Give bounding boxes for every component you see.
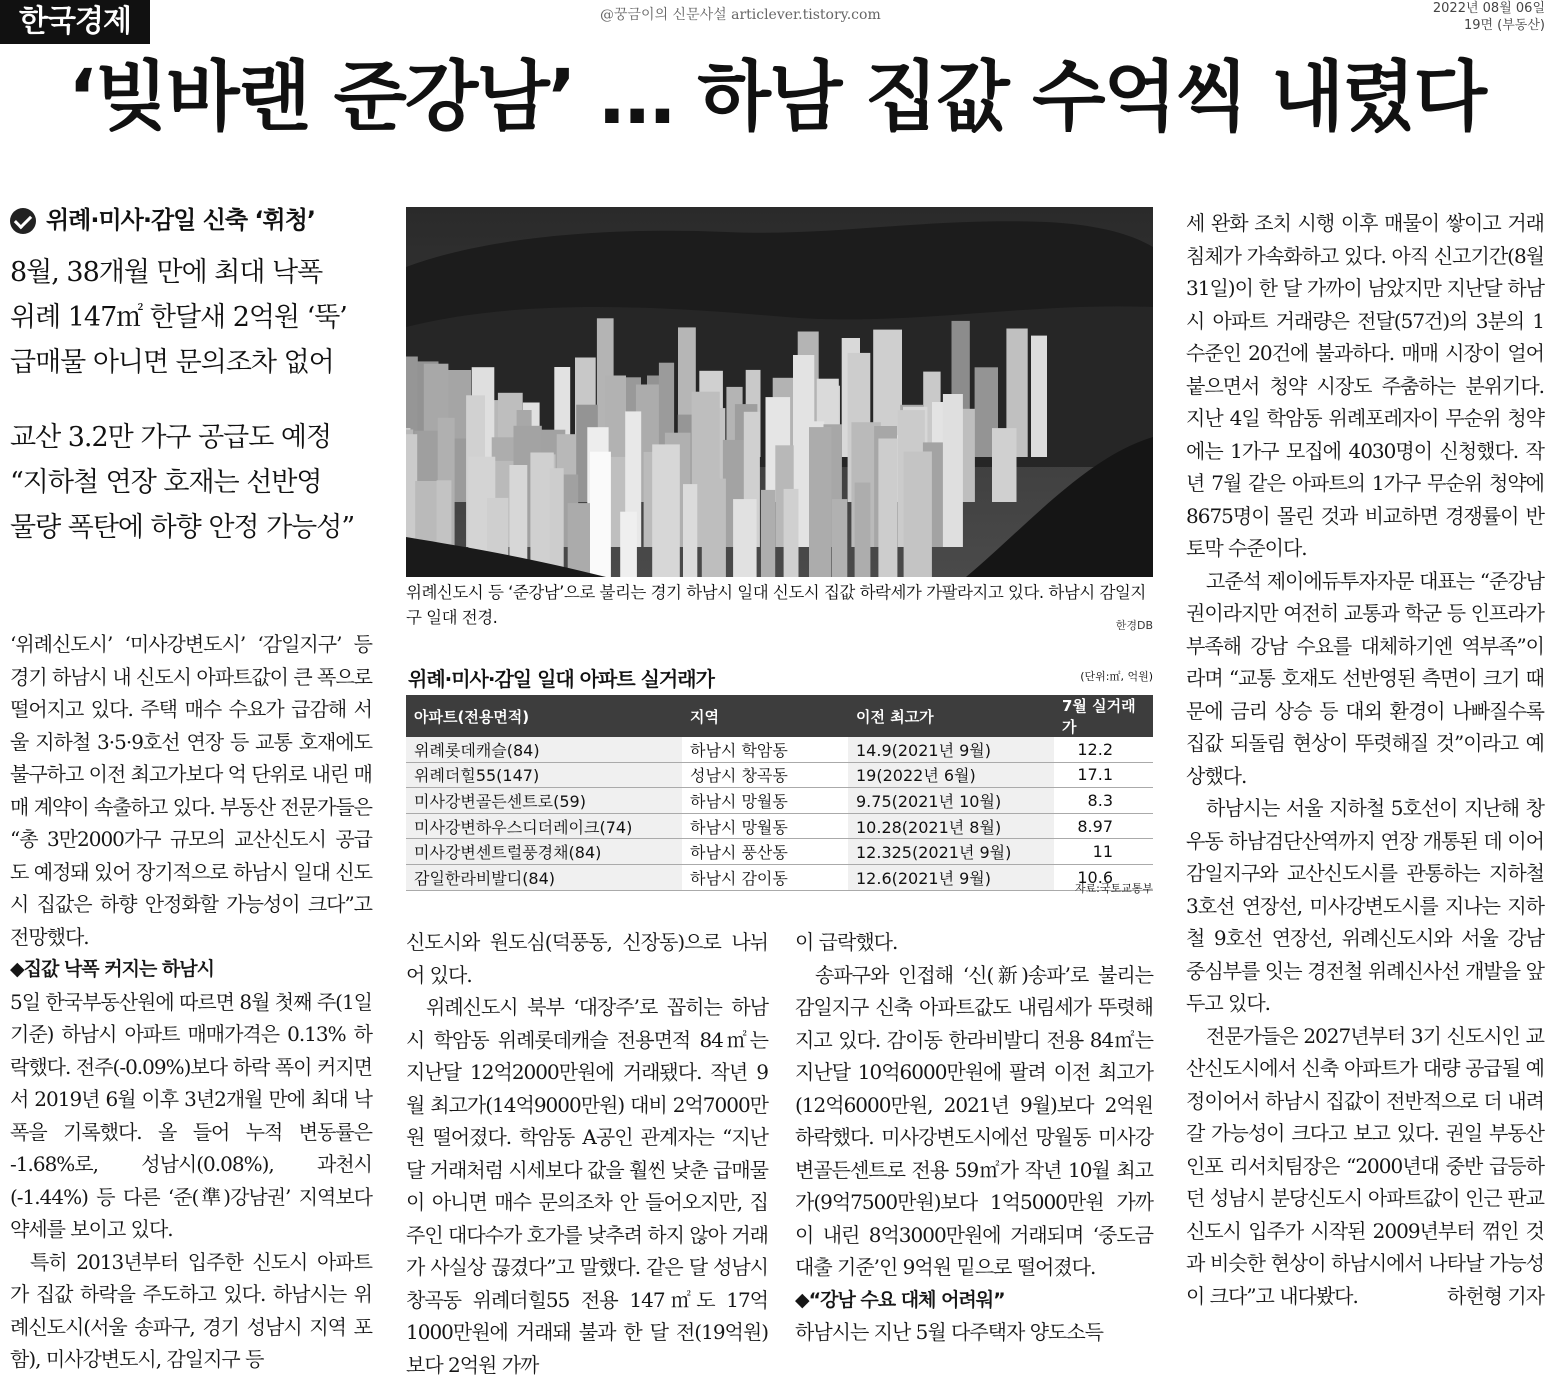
deck-line: “지하철 연장 호재는 선반영: [10, 467, 322, 498]
apartment-building-shape: [652, 444, 680, 577]
cell-region: 하남시 감이동: [682, 864, 848, 890]
table-source: 자료:국토교통부: [1074, 882, 1153, 895]
apartment-building-shape: [568, 503, 592, 577]
table-row: [406, 737, 1153, 762]
cell-region: 하남시 학암동: [682, 737, 848, 762]
apartment-building-shape: [620, 512, 637, 577]
body-column-4: [1186, 207, 1544, 1312]
cell-previous-high: 10.28(2021년 8월): [848, 813, 1054, 839]
kicker-text: 위례·미사·감일 신축 ‘휘청’: [46, 206, 316, 234]
body-paragraph: 전문가들은 2027년부터 3기 신도시인 교산신도시에서 신축 아파트가 대량 공급될 예정이어서 하남시 집값이 전반적으로 더 내려갈 가능성이 크다고 보고 있다. 권일 부동산인포 리서치팀장은 “2000년대 중반 급등하던 성남시 분당신도시 아파트값이 인근 판교신도시 입주가 시작된 2009년부터 꺾인 것과 비슷한 현상이 하남시에서 나타날 가능성이 크다”고 내다봤다. 하헌형 기자: [1186, 1020, 1544, 1313]
publish-date: 2022년 08월 06일: [1432, 1, 1545, 16]
cell-july-price: 17.1: [1054, 762, 1153, 788]
table-row: [406, 788, 1153, 814]
apartment-building-shape: [550, 468, 564, 577]
cell-apartment: 미사강변하우스디더레이크(74): [406, 813, 682, 839]
table-row: [406, 864, 1153, 890]
deck-1: [10, 250, 380, 385]
body-column-2: [406, 926, 768, 1381]
table-row: [406, 762, 1153, 788]
section-subhead: ◆“강남 수요 대체 어려워”: [795, 1288, 1005, 1311]
subheadline-box: [10, 200, 380, 550]
body-paragraph: 세 완화 조치 시행 이후 매물이 쌓이고 거래 침체가 가속화하고 있다. 아직 신고기간(8월 31일)이 한 달 가까이 남았지만 지난달 하남시 아파트 거래량은 전달(57건)의 3분의 1 수준인 20건에 불과하다. 매매 시장이 얼어붙으면서 청약 시장도 주춤하는 분위기다. 지난 4일 학암동 위례포레자이 무순위 청약에는 1가구 모집에 4030명이 신청했다. 작년 7월 같은 아파트의 1가구 무순위 청약에 8675명이 몰린 것과 비교하면 경쟁률이 반토막 수준이다.: [1186, 211, 1544, 560]
header-previous-high: 이전 최고가: [848, 695, 1054, 737]
deck-line: 물량 폭탄에 하향 안정 가능성”: [10, 512, 355, 543]
cell-july-price: 11: [1054, 839, 1153, 865]
byline: 하헌형 기자: [1447, 1283, 1544, 1308]
apartment-building-shape: [992, 428, 1017, 502]
kicker: [10, 200, 380, 240]
body-paragraph: 하남시는 서울 지하철 5호선이 지난해 창우동 하남검단산역까지 연장 개통된 데 이어 감일지구와 교산신도시를 관통하는 지하철 3호선 연장선, 미사강변도시를 지나는 지하철 9호선 연장선, 위례신도시와 서울 강남 중심부를 잇는 경전철 위례신사선 개발을 앞두고 있다.: [1186, 796, 1544, 1015]
masthead-logo: 한국경제: [0, 0, 150, 44]
body-paragraph: 고준석 제이에듀투자자문 대표는 “준강남권이라지만 여전히 교통과 학군 등 인프라가 부족해 강남 수요를 대체하기엔 역부족”이라며 “교통 호재도 선반영된 측면이 크기 때문에 금리 상승 등 대외 환경이 나빠질수록 집값 되돌림 현상이 뚜렷해질 것”이라고 예상했다.: [1186, 568, 1544, 788]
apartment-building-shape: [733, 499, 757, 577]
apartment-building-shape: [878, 439, 897, 578]
cell-region: 하남시 망월동: [682, 813, 848, 839]
apartment-building-shape: [1031, 336, 1047, 457]
body-paragraph: ‘위례신도시’ ‘미사강변도시’ ‘감일지구’ 등 경기 하남시 내 신도시 아파트값이 큰 폭으로 떨어지고 있다. 주택 매수 수요가 급감해 서울 지하철 3·5·9호선 연장 등 교통 호재에도 불구하고 이전 최고가보다 억 단위로 내린 매매 계약이 속출하고 있다. 부동산 전문가들은 “총 3만2000가구 규모의 교산신도시 공급도 예정돼 있어 장기적으로 하남시 일대 신도시 집값은 하향 안정화할 가능성이 크다”고 전망했다.: [10, 632, 372, 949]
deck-line: 급매물 아니면 문의조차 없어: [10, 347, 334, 378]
body-paragraph: 하남시는 지난 5월 다주택자 양도소득: [795, 1320, 1103, 1344]
body-paragraph: 송파구와 인접해 ‘신(新)송파’로 불리는 감일지구 신축 아파트값도 내림세가 뚜렷해지고 있다. 감이동 한라비발디 전용 84㎡는 지난달 10억6000만원에 팔려 이전 최고가(12억6000만원, 2021년 9월)보다 2억원 하락했다. 미사강변도시에선 망월동 미사강변골든센트로 전용 59㎡가 작년 10월 최고가(9억7500만원)보다 1억5000만원 가까이 내린 8억3000만원에 거래되며 ‘중도금 대출 기준’인 9억원 밑으로 떨어졌다.: [795, 962, 1153, 1279]
cell-region: 성남시 창곡동: [682, 762, 848, 788]
section-subhead: ◆집값 낙폭 커지는 하남시: [10, 958, 214, 980]
cell-previous-high: 9.75(2021년 10월): [848, 788, 1054, 814]
deck-2: [10, 415, 380, 550]
price-table: [406, 695, 1153, 891]
dateline: [1433, 0, 1545, 34]
cityscape-photo: [406, 207, 1153, 577]
body-paragraph: 이 급락했다.: [795, 930, 898, 954]
deck-line: 교산 3.2만 가구 공급도 예정: [10, 422, 332, 453]
apartment-building-shape: [904, 452, 932, 578]
body-paragraph: 위례신도시 북부 ‘대장주’로 꼽히는 하남시 학암동 위례롯데캐슬 전용면적 84㎡는 지난달 12억2000만원에 거래됐다. 작년 9월 최고가(14억9000만원) 대비 2억7000만원 떨어졌다. 학암동 A공인 관계자는 “지난달 거래처럼 시세보다 값을 훨씬 낮춘 급매물이 아니면 매수 문의조차 안 들어오지만, 집주인 대다수가 호가를 낮추려 하지 않아 거래가 사실상 끊겼다”고 말했다. 같은 달 성남시 창곡동 위례더힐55 전용 147㎡도 17억1000만원에 거래돼 불과 한 달 전(19억원)보다 2억원 가까: [406, 995, 768, 1377]
cell-apartment: 위례더힐55(147): [406, 762, 682, 788]
headline: ‘빚바랜 준강남’ … 하남 집값 수억씩 내렸다: [67, 52, 1486, 141]
deck-line: 위례 147㎡ 한달새 2억원 ‘뚝’: [10, 302, 347, 333]
cell-july-price: 12.2: [1054, 737, 1153, 762]
table-header-row: [406, 695, 1153, 737]
cell-previous-high: 19(2022년 6월): [848, 762, 1054, 788]
header-apartment: 아파트(전용면적): [406, 695, 682, 737]
apartment-building-shape: [590, 452, 611, 577]
cell-july-price: 8.3: [1054, 788, 1153, 814]
table-row: [406, 839, 1153, 865]
apartment-building-shape: [943, 394, 963, 547]
apartment-building-shape: [832, 499, 847, 577]
cell-apartment: 미사강변센트럴풍경채(84): [406, 839, 682, 865]
cell-region: 하남시 망월동: [682, 788, 848, 814]
table-unit: (단위:㎡, 억원): [1080, 670, 1153, 683]
cell-previous-high: 12.325(2021년 9월): [848, 839, 1054, 865]
apartment-building-shape: [809, 427, 831, 577]
header-july-price: 7월 실거래가: [1054, 695, 1153, 737]
photo-credit: 한경DB: [1115, 619, 1153, 632]
cell-apartment: 위례롯데캐슬(84): [406, 737, 682, 762]
cell-july-price: 8.97: [1054, 813, 1153, 839]
photo-illustration: [406, 207, 1153, 577]
check-circle-icon: [10, 208, 36, 234]
cell-apartment: 감일한라비발디(84): [406, 864, 682, 890]
deck-line: 8월, 38개월 만에 최대 낙폭: [10, 257, 323, 288]
photo-caption: 위례신도시 등 ‘준강남’으로 불리는 경기 하남시 일대 신도시 집값 하락세가 가팔라지고 있다. 하남시 감일지구 일대 전경.: [406, 583, 1146, 627]
source-watermark: @꿍금이의 신문사설 articlever.tistory.com: [600, 7, 881, 23]
apartment-building-shape: [683, 484, 697, 577]
apartment-building-shape: [702, 479, 726, 577]
cell-july-price: 10.6: [1054, 864, 1153, 890]
page-section: 19면 (부동산): [1463, 18, 1545, 33]
body-column-1: [10, 628, 372, 1376]
cell-region: 하남시 풍산동: [682, 839, 848, 865]
body-paragraph: 신도시와 원도심(덕풍동, 신장동)으로 나뉘어 있다.: [406, 930, 768, 987]
table-title: 위례·미사·감일 일대 아파트 실거래가: [408, 667, 714, 691]
apartment-building-shape: [784, 489, 799, 577]
body-paragraph: 특히 2013년부터 입주한 신도시 아파트가 집값 하락을 주도하고 있다. 하남시는 위례신도시(서울 송파구, 경기 성남시 지역 포함), 미사강변도시, 감일지구 등: [10, 1249, 372, 1371]
body-paragraph: 5일 한국부동산원에 따르면 8월 첫째 주(1일 기준) 하남시 아파트 매매가격은 0.13% 하락했다. 전주(-0.09%)보다 하락 폭이 커지면서 2019년 6월 이후 3년2개월 만에 최대 낙폭을 기록했다. 올 들어 누적 변동률은 -1.68%로, 성남시(0.08%), 과천시(-1.44%) 등 다른 ‘준(準)강남권’ 지역보다 약세를 보이고 있다.: [10, 989, 372, 1241]
apartment-building-shape: [761, 490, 775, 577]
cell-previous-high: 12.6(2021년 9월): [848, 864, 1054, 890]
apartment-building-shape: [855, 483, 871, 578]
cell-previous-high: 14.9(2021년 9월): [848, 737, 1054, 762]
table-row: [406, 813, 1153, 839]
body-column-3: [795, 926, 1153, 1349]
cell-apartment: 미사강변골든센트로(59): [406, 788, 682, 814]
header-region: 지역: [682, 695, 848, 737]
